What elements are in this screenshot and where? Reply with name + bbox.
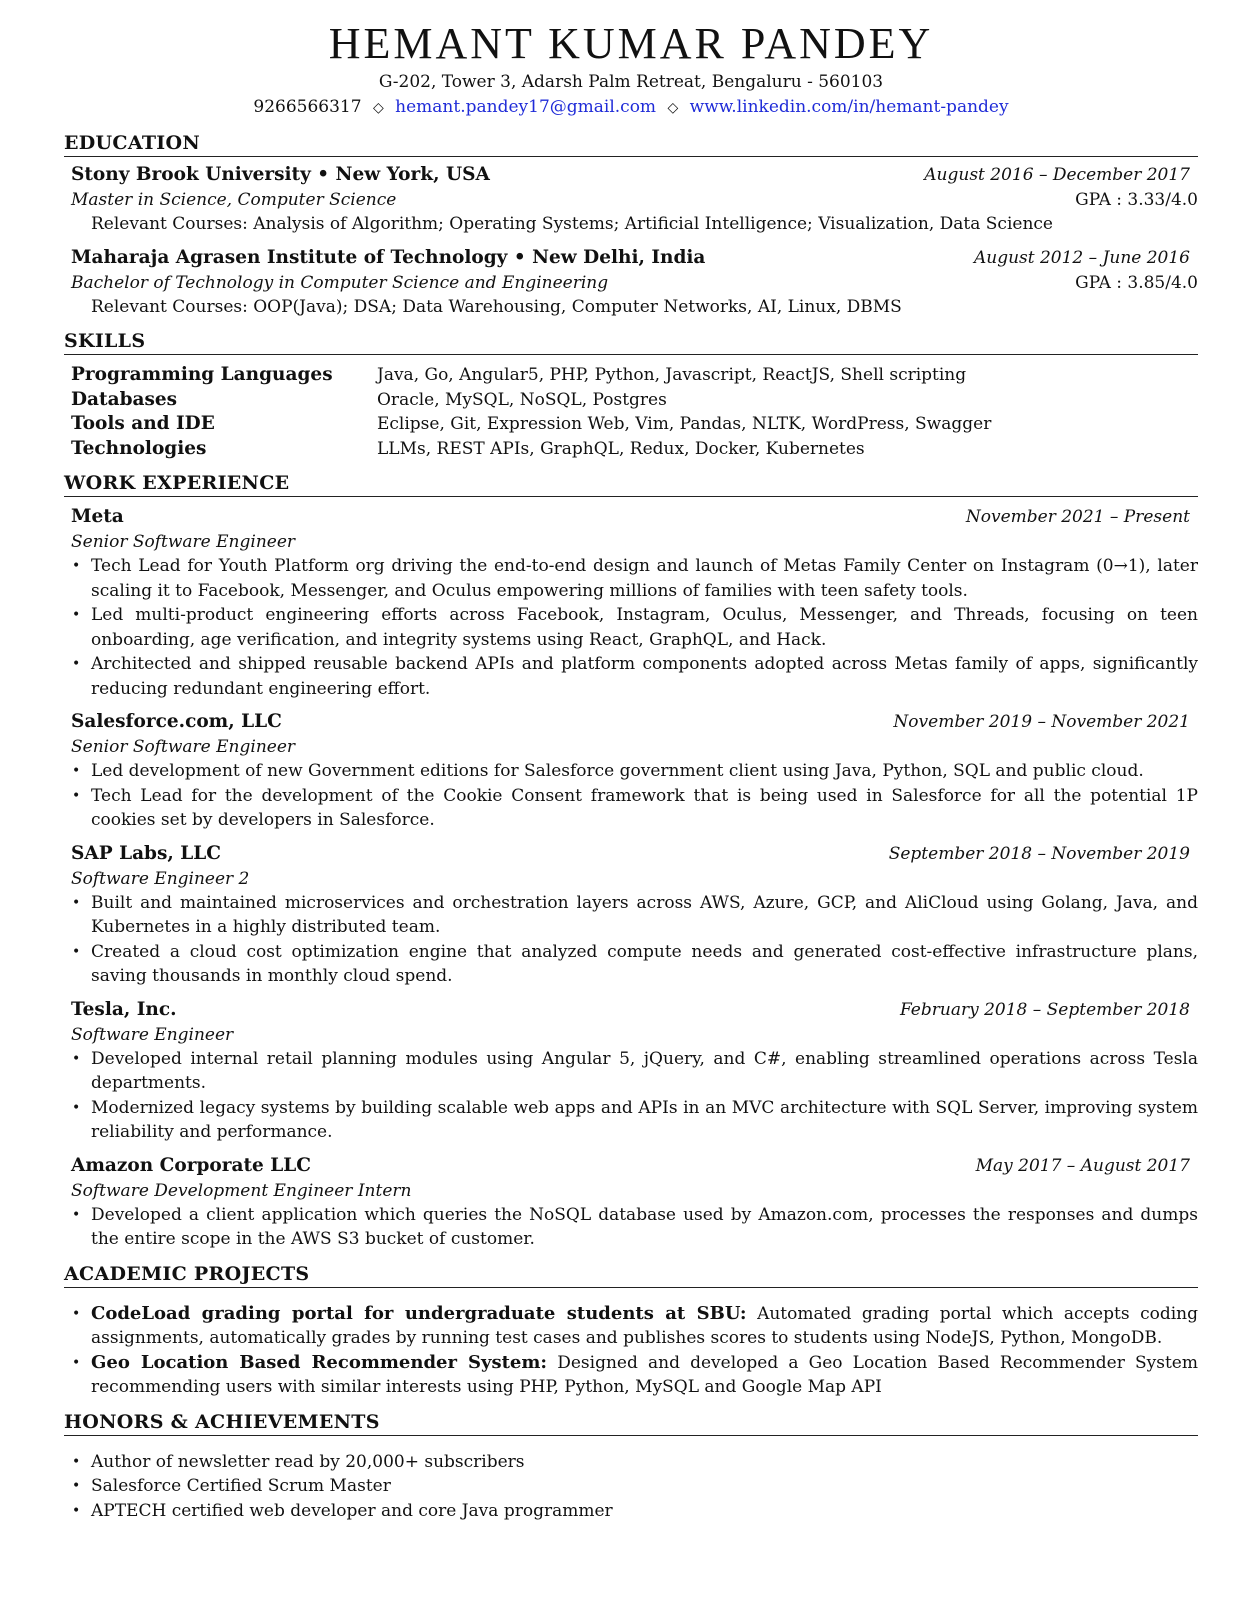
job-entry-tesla: [64, 997, 1198, 1145]
linkedin-link[interactable]: www.linkedin.com/in/hemant-pandey: [689, 97, 1009, 117]
section-title-academic-projects: ACADEMIC PROJECTS: [64, 1262, 1198, 1288]
resume-page: [64, 18, 1198, 1523]
company-name: SAP Labs, LLC: [71, 842, 222, 864]
section-title-skills: SKILLS: [64, 329, 1198, 355]
list-item: • Created a cloud cost optimization engine that analyzed compute needs and generated cost-effective infrastructure plans, saving thousands in monthly cloud spend.: [72, 941, 1198, 986]
job-entry-amazon: [64, 1153, 1198, 1252]
skill-row: [71, 412, 1198, 437]
bullet-icon: •: [72, 787, 81, 804]
bullet-icon: •: [72, 607, 81, 623]
bullet-icon: •: [72, 1478, 81, 1494]
section-title-work-experience: WORK EXPERIENCE: [64, 471, 1198, 497]
list-item: • Architected and shipped reusable backend APIs and platform components adopted across Metas family of apps, significantly reducing redundant engineering effort.: [72, 654, 1198, 699]
bullet-icon: •: [72, 1050, 81, 1067]
job-entry-meta: [64, 504, 1198, 701]
list-item: • Led development of new Government editions for Salesforce government client using Java, Python, SQL and public cloud.: [71, 759, 1198, 784]
project-description: Automated grading portal which accepts coding assignments, automatically grades by running test cases and publishes scores to students using NodeJS, Python, MongoDB.: [91, 1303, 1198, 1348]
contact-line: [64, 95, 1198, 121]
company-name: Tesla, Inc.: [71, 998, 177, 1020]
skill-category: Programming Languages: [71, 364, 333, 385]
gpa: GPA : 3.33/4.0: [1075, 190, 1198, 210]
relevant-courses: Relevant Courses: Analysis of Algorithm; Operating Systems; Artificial Intelligence; Visualization, Data Science: [91, 214, 1053, 234]
skill-row: [71, 388, 1198, 413]
email-link[interactable]: hemant.pandey17@gmail.com: [395, 97, 657, 117]
degree: Bachelor of Technology in Computer Science and Engineering: [71, 273, 609, 293]
project-title: CodeLoad grading portal for undergraduate students at SBU:: [91, 1302, 747, 1324]
job-dates: May 2017 – August 2017: [975, 1155, 1190, 1176]
bullet-icon: •: [72, 1502, 81, 1519]
job-role: Software Engineer: [71, 1024, 234, 1045]
bullet-icon: •: [72, 1099, 81, 1116]
address: G-202, Tower 3, Adarsh Palm Retreat, Bengaluru - 560103: [378, 72, 884, 92]
list-item: • Built and maintained microservices and orchestration layers across AWS, Azure, GCP, and AliCloud using Golang, Java, and Kubernetes in a highly distributed team.: [72, 892, 1198, 937]
job-role: Software Engineer 2: [71, 868, 250, 889]
skill-category: Technologies: [71, 437, 207, 459]
job-bullets: [71, 1203, 1198, 1252]
list-item: • Tech Lead for the development of the Cookie Consent framework that is being used in Salesforce for all the potential 1P cookies set by developers in Salesforce.: [72, 785, 1198, 830]
job-entry-salesforce: [64, 709, 1198, 833]
list-item: • Salesforce Certified Scrum Master: [71, 1474, 1198, 1499]
list-item: • Modernized legacy systems by building scalable web apps and APIs in an MVC architecture with SQL Server, improving system reliability and performance.: [72, 1097, 1198, 1142]
section-title-honors: HONORS & ACHIEVEMENTS: [64, 1410, 1198, 1436]
skill-category: Databases: [71, 388, 178, 410]
skill-row: [71, 437, 1198, 462]
skill-values: Eclipse, Git, Expression Web, Vim, Pandas, NLTK, WordPress, Swagger: [377, 414, 992, 434]
bullet-icon: •: [72, 763, 81, 779]
school-name: Maharaja Agrasen Institute of Technology • New Delhi, India: [71, 247, 706, 268]
skill-values: Java, Go, Angular5, PHP, Python, Javascript, ReactJS, Shell scripting: [377, 365, 967, 385]
gpa: GPA : 3.85/4.0: [1075, 273, 1198, 293]
phone: 9266566317: [253, 97, 362, 117]
education-dates: August 2016 – December 2017: [924, 165, 1190, 185]
job-entry-sap: [64, 841, 1198, 989]
degree: Master in Science, Computer Science: [71, 190, 397, 210]
project-title: Geo Location Based Recommender System:: [91, 1351, 548, 1373]
list-item: [71, 1302, 1198, 1351]
section-title-education: EDUCATION: [64, 131, 1198, 157]
honors-list: [64, 1450, 1198, 1524]
list-item: • Author of newsletter read by 20,000+ subscribers: [71, 1450, 1198, 1475]
job-role: Senior Software Engineer: [71, 532, 296, 552]
skill-values: LLMs, REST APIs, GraphQL, Redux, Docker, Kubernetes: [377, 438, 865, 459]
skill-category: Tools and IDE: [71, 413, 215, 434]
job-dates: November 2019 – November 2021: [893, 712, 1190, 732]
projects-list: [64, 1302, 1198, 1400]
project-description: Designed and developed a Geo Location Based Recommender System recommending users with similar interests using PHP, Python, MySQL and Google Map API: [91, 1352, 1198, 1397]
job-dates: February 2018 – September 2018: [899, 999, 1190, 1020]
job-bullets: [71, 759, 1198, 833]
skill-row: [71, 363, 1198, 388]
job-dates: September 2018 – November 2019: [888, 843, 1190, 864]
list-item: • Led multi-product engineering efforts across Facebook, Instagram, Oculus, Messenger, and Threads, focusing on teen onboarding, age verification, and integrity systems using React, GraphQL, and Hack.: [72, 605, 1198, 650]
company-name: Meta: [71, 506, 124, 527]
diamond-separator-icon: ◇: [372, 100, 384, 116]
list-item: • Tech Lead for Youth Platform org driving the end-to-end design and launch of Metas Family Center on Instagram (0→1), later scaling it to Facebook, Messenger, and Oculus empowering millions of families with teen safety tools.: [72, 556, 1198, 601]
bullet-icon: •: [72, 1453, 81, 1470]
bullet-icon: •: [72, 1305, 81, 1322]
education-entry: [64, 245, 1198, 319]
company-name: Amazon Corporate LLC: [71, 1154, 311, 1176]
education-entry: [64, 162, 1198, 236]
diamond-separator-icon: ◇: [667, 100, 679, 116]
bullet-icon: •: [72, 558, 81, 574]
bullet-icon: •: [72, 1206, 81, 1223]
skill-values: Oracle, MySQL, NoSQL, Postgres: [377, 389, 667, 410]
bullet-icon: •: [72, 656, 81, 672]
skills-table: [64, 363, 1198, 461]
bullet-icon: •: [72, 943, 81, 960]
job-dates: November 2021 – Present: [965, 507, 1190, 527]
company-name: Salesforce.com, LLC: [71, 711, 282, 732]
education-dates: August 2012 – June 2016: [973, 248, 1190, 268]
job-bullets: [71, 891, 1198, 989]
bullet-icon: •: [72, 894, 81, 911]
school-name: Stony Brook University • New York, USA: [71, 164, 490, 185]
list-item: • Developed internal retail planning modules using Angular 5, jQuery, and C#, enabling streamlined operations across Tesla departments.: [72, 1048, 1198, 1093]
bullet-icon: •: [72, 1354, 81, 1371]
job-bullets: [71, 1047, 1198, 1145]
list-item: • APTECH certified web developer and core Java programmer: [71, 1499, 1198, 1524]
job-role: Senior Software Engineer: [71, 737, 296, 757]
list-item: • Developed a client application which queries the NoSQL database used by Amazon.com, processes the responses and dumps the entire scope in the AWS S3 bucket of customer.: [72, 1204, 1198, 1249]
candidate-name: HEMANT KUMAR PANDEY: [328, 19, 934, 68]
job-bullets: [71, 554, 1198, 701]
list-item: [71, 1351, 1198, 1400]
relevant-courses: Relevant Courses: OOP(Java); DSA; Data Warehousing, Computer Networks, AI, Linux, DBMS: [91, 297, 902, 317]
job-role: Software Development Engineer Intern: [71, 1180, 412, 1201]
